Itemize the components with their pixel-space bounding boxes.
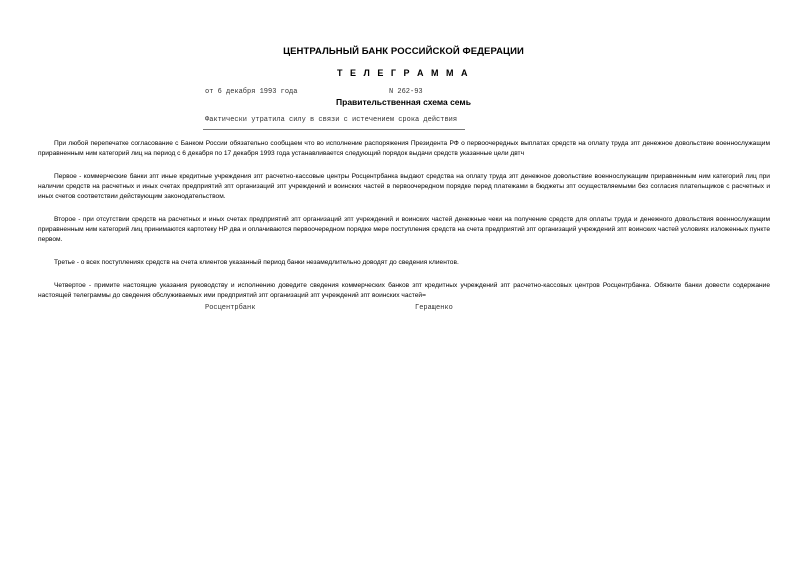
document-type: Т Е Л Е Г Р А М М А xyxy=(337,68,470,78)
status-note: Фактически утратила силу в связи с истечением срока действия xyxy=(205,116,458,124)
paragraph-fourth: Четвертое - примите настоящие указания руководству и исполнению доведите сведения коммерческих банков зпт кредитных учреждений зпт расчетно-кассовых центров Росцентрбанка. Обяжите банки довести содержание настоящей телеграммы до сведения обслуживаемых ими предприятий зпт организаций зпт учреждений зпт воинских частей= xyxy=(38,282,770,299)
signature-name: Геращенко xyxy=(415,304,453,312)
document-date: от 6 декабря 1993 года xyxy=(205,88,298,96)
signature-organization: Росцентрбанк xyxy=(205,304,256,312)
document-subtitle: Правительственная схема семь xyxy=(336,97,471,107)
divider-line xyxy=(203,129,465,130)
paragraph-second: Второе - при отсутствии средств на расчетных и иных счетах предприятий зпт организаций зпт учреждений и воинских частей денежные чеки на получение средств для оплаты труда и денежного довольствия военнослужащим приравненным ним категорий лиц принимаются картотеку НР два и оплачиваются первоочередном порядке мере поступления средств на счета предприятий зпт организаций учреждений зпт воинских частей условиях изложенных пункте первом. xyxy=(38,216,770,243)
paragraph-intro: При любой перепечатке согласование с Банком России обязательно сообщаем что во исполнение распоряжения Президента РФ о первоочередных выплатах средств на оплату труда зпт денежное довольствие военнослужащим приравненным ним категорий лиц на период с 6 декабря по 17 декабря 1993 года устанавливается следующий порядок выдачи средств указанные цели двтч xyxy=(38,140,770,157)
document-number: N 262-93 xyxy=(389,88,423,96)
issuer-title: ЦЕНТРАЛЬНЫЙ БАНК РОССИЙСКОЙ ФЕДЕРАЦИИ xyxy=(283,46,524,57)
paragraph-third: Третье - о всех поступлениях средств на счета клиентов указанный период банки незамедлительно доводят до сведения клиентов. xyxy=(54,259,459,266)
paragraph-first: Первое - коммерческие банки зпт иные кредитные учреждения зпт расчетно-кассовые центры Росцентрбанка выдают средства на оплату труда зпт денежное довольствие военнослужащим приравненным ним категорий лиц при наличии средств на расчетных и иных счетах предприятий зпт организаций зпт учреждений и воинских частей в первоочередном порядке перед платежами в бюджеты зпт осуществляемыми без согласия плательщиков с расчетных и иных счетов соответствии действующим законодательством. xyxy=(38,173,770,200)
document-body xyxy=(38,139,770,314)
